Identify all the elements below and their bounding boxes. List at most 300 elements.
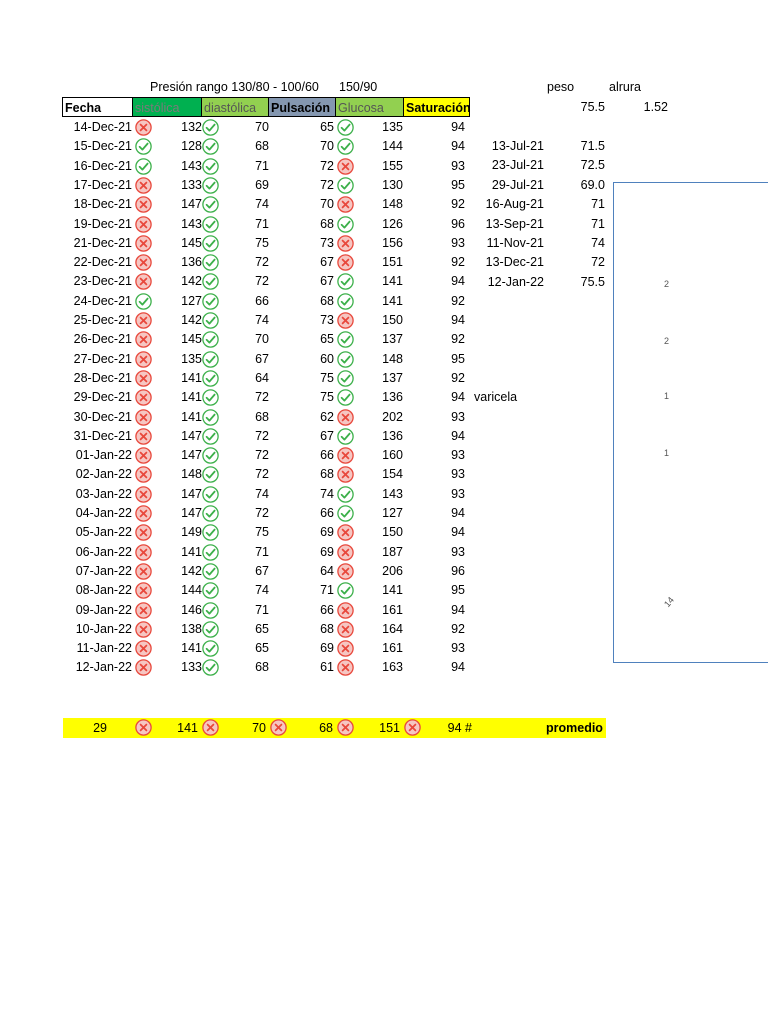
systolic-status-icon [135, 428, 152, 445]
cell-pulsacion: 65 [320, 332, 334, 347]
systolic-status-icon [135, 254, 152, 271]
glucose-status-icon [337, 428, 354, 445]
diastolic-status-icon [202, 254, 219, 271]
cell-fecha: 25-Dec-21 [73, 313, 132, 327]
cell-saturacion: 92 [451, 293, 465, 308]
cell-sistolica: 136 [181, 255, 202, 270]
cell-saturacion: 95 [451, 177, 465, 192]
table-row [0, 137, 768, 156]
glucose-status-icon [337, 621, 354, 638]
glucose-status-icon [337, 640, 354, 657]
cell-glucosa: 135 [382, 120, 403, 134]
cell-glucosa: 137 [382, 370, 403, 385]
summary-dia: 70 [252, 721, 266, 735]
peso-label: peso [547, 80, 575, 94]
cell-fecha: 16-Dec-21 [73, 158, 132, 173]
cell-saturacion: 93 [451, 409, 465, 424]
cell-glucosa: 141 [382, 293, 403, 308]
cell-sistolica: 147 [181, 448, 202, 463]
glucose-status-icon [337, 447, 354, 464]
cell-diastolica: 65 [255, 621, 269, 636]
cell-sistolica: 141 [181, 390, 202, 405]
cell-glucosa: 127 [382, 506, 403, 520]
cell-glucosa: 137 [382, 332, 403, 347]
cell-diastolica: 68 [255, 139, 269, 154]
cell-diastolica: 69 [255, 177, 269, 192]
cell-fecha: 24-Dec-21 [73, 293, 132, 308]
cell-pulsacion: 69 [320, 641, 334, 656]
cell-fecha: 03-Jan-22 [75, 486, 132, 501]
diastolic-status-icon [202, 331, 219, 348]
cell-sistolica: 141 [181, 370, 202, 385]
altura-value: 1.52 [643, 100, 668, 114]
weight-value: 69.0 [580, 177, 605, 192]
cell-fecha: 22-Dec-21 [73, 255, 132, 270]
cell-pulsacion: 75 [320, 370, 334, 385]
glucose-status-icon [337, 331, 354, 348]
cell-pulsacion: 66 [320, 448, 334, 463]
cell-glucosa: 130 [382, 177, 403, 192]
cell-pulsacion: 61 [320, 660, 334, 675]
cell-glucosa: 202 [382, 409, 403, 424]
glucose-status-icon [337, 119, 354, 136]
summary-sis: 141 [177, 721, 198, 735]
cell-glucosa: 150 [382, 525, 403, 540]
range-title: Presión rango 130/80 - 100/60 [150, 80, 319, 94]
cell-fecha: 23-Dec-21 [73, 274, 132, 289]
glucose-status-icon [337, 505, 354, 522]
glucose-status-icon [337, 216, 354, 233]
systolic-status-icon [135, 621, 152, 638]
cell-pulsacion: 72 [320, 177, 334, 192]
cell-sistolica: 133 [181, 177, 202, 192]
note-varicela: varicela [474, 390, 518, 404]
cell-fecha: 11-Jan-22 [76, 641, 132, 656]
cell-saturacion: 93 [451, 467, 465, 482]
glucose-status-icon [337, 563, 354, 580]
table-row [0, 157, 768, 176]
summary-icon-4 [337, 719, 354, 736]
cell-saturacion: 96 [451, 563, 465, 578]
cell-glucosa: 141 [382, 583, 403, 598]
cell-pulsacion: 70 [320, 197, 334, 212]
cell-diastolica: 68 [255, 660, 269, 675]
systolic-status-icon [135, 582, 152, 599]
cell-diastolica: 71 [255, 544, 269, 559]
cell-pulsacion: 69 [320, 544, 334, 559]
cell-sistolica: 145 [181, 235, 202, 250]
cell-sistolica: 144 [181, 583, 202, 598]
cell-glucosa: 141 [382, 274, 403, 289]
glucose-status-icon [337, 351, 354, 368]
cell-sistolica: 132 [181, 120, 202, 134]
diastolic-status-icon [202, 177, 219, 194]
cell-fecha: 31-Dec-21 [73, 428, 132, 443]
cell-glucosa: 136 [382, 428, 403, 443]
systolic-status-icon [135, 235, 152, 252]
cell-fecha: 18-Dec-21 [73, 197, 132, 212]
glucose-status-icon [337, 370, 354, 387]
cell-sistolica: 141 [181, 409, 202, 424]
cell-pulsacion: 72 [320, 158, 334, 173]
cell-saturacion: 94 [451, 390, 465, 405]
cell-pulsacion: 75 [320, 390, 334, 405]
cell-diastolica: 72 [255, 428, 269, 443]
systolic-status-icon [135, 640, 152, 657]
glucose-status-icon [337, 486, 354, 503]
diastolic-status-icon [202, 640, 219, 657]
range-limit: 150/90 [339, 80, 378, 94]
cell-diastolica: 75 [255, 525, 269, 540]
weight-value: 72.5 [580, 158, 605, 173]
chart-tick-label: 14 [661, 594, 677, 610]
diastolic-status-icon [202, 524, 219, 541]
cell-glucosa: 155 [382, 158, 403, 173]
cell-sistolica: 148 [181, 467, 202, 482]
cell-saturacion: 94 [451, 506, 465, 520]
systolic-status-icon [135, 351, 152, 368]
cell-sistolica: 147 [181, 428, 202, 443]
cell-sistolica: 128 [181, 139, 202, 154]
weight-chart-frame [613, 182, 768, 663]
cell-saturacion: 94 [451, 525, 465, 540]
cell-sistolica: 133 [181, 660, 202, 675]
cell-fecha: 01-Jan-22 [75, 448, 132, 463]
col-saturacion: Saturación [404, 97, 470, 117]
cell-fecha: 28-Dec-21 [73, 370, 132, 385]
weight-value: 71 [591, 197, 605, 212]
diastolic-status-icon [202, 293, 219, 310]
cell-glucosa: 206 [382, 563, 403, 578]
cell-fecha: 30-Dec-21 [73, 409, 132, 424]
systolic-status-icon [135, 158, 152, 175]
diastolic-status-icon [202, 119, 219, 136]
glucose-status-icon [337, 524, 354, 541]
cell-diastolica: 72 [255, 274, 269, 289]
cell-saturacion: 92 [451, 332, 465, 347]
cell-fecha: 05-Jan-22 [75, 525, 132, 540]
cell-diastolica: 75 [255, 235, 269, 250]
diastolic-status-icon [202, 486, 219, 503]
diastolic-status-icon [202, 389, 219, 406]
cell-sistolica: 146 [181, 602, 202, 617]
cell-saturacion: 96 [451, 216, 465, 231]
systolic-status-icon [135, 486, 152, 503]
cell-glucosa: 144 [382, 139, 403, 154]
cell-pulsacion: 66 [320, 602, 334, 617]
cell-fecha: 29-Dec-21 [73, 390, 132, 405]
cell-pulsacion: 74 [320, 486, 334, 501]
weight-value: 75.5 [580, 274, 605, 289]
cell-glucosa: 136 [382, 390, 403, 405]
cell-diastolica: 67 [255, 351, 269, 366]
cell-saturacion: 94 [451, 602, 465, 617]
cell-glucosa: 151 [382, 255, 403, 270]
cell-pulsacion: 69 [320, 525, 334, 540]
cell-diastolica: 66 [255, 293, 269, 308]
chart-tick-label: 2 [664, 336, 670, 346]
chart-tick-label: 1 [664, 391, 670, 401]
systolic-status-icon [135, 293, 152, 310]
cell-saturacion: 93 [451, 235, 465, 250]
cell-diastolica: 67 [255, 563, 269, 578]
glucose-status-icon [337, 177, 354, 194]
cell-sistolica: 142 [181, 274, 202, 289]
weight-date: 13-Jul-21 [491, 139, 544, 153]
cell-glucosa: 154 [382, 467, 403, 482]
cell-saturacion: 94 [451, 120, 465, 134]
cell-glucosa: 143 [382, 486, 403, 501]
cell-pulsacion: 68 [320, 216, 334, 231]
glucose-status-icon [337, 196, 354, 213]
cell-diastolica: 72 [255, 506, 269, 520]
cell-pulsacion: 62 [320, 409, 334, 424]
diastolic-status-icon [202, 138, 219, 155]
weight-date: 13-Dec-21 [485, 255, 544, 270]
cell-fecha: 17-Dec-21 [73, 177, 132, 192]
weight-date: 12-Jan-22 [487, 274, 544, 289]
table-row [0, 118, 768, 137]
cell-sistolica: 145 [181, 332, 202, 347]
diastolic-status-icon [202, 659, 219, 676]
summary-sat: 94 # [447, 721, 472, 735]
weight-value: 72 [591, 255, 605, 270]
cell-glucosa: 148 [382, 351, 403, 366]
cell-diastolica: 65 [255, 641, 269, 656]
summary-pul: 68 [319, 721, 333, 735]
cell-pulsacion: 70 [320, 139, 334, 154]
cell-saturacion: 92 [451, 197, 465, 212]
cell-pulsacion: 68 [320, 621, 334, 636]
diastolic-status-icon [202, 158, 219, 175]
cell-saturacion: 94 [451, 428, 465, 443]
cell-sistolica: 142 [181, 313, 202, 327]
glucose-status-icon [337, 273, 354, 290]
cell-sistolica: 147 [181, 197, 202, 212]
peso-value: 75.5 [580, 100, 605, 114]
diastolic-status-icon [202, 602, 219, 619]
cell-sistolica: 138 [181, 621, 202, 636]
diastolic-status-icon [202, 544, 219, 561]
cell-diastolica: 74 [255, 486, 269, 501]
cell-pulsacion: 68 [320, 293, 334, 308]
cell-sistolica: 143 [181, 158, 202, 173]
cell-saturacion: 95 [451, 583, 465, 598]
cell-fecha: 21-Dec-21 [73, 235, 132, 250]
glucose-status-icon [337, 254, 354, 271]
glucose-status-icon [337, 409, 354, 426]
summary-icon-2 [202, 719, 219, 736]
weight-date: 29-Jul-21 [491, 177, 544, 192]
glucose-status-icon [337, 544, 354, 561]
cell-fecha: 14-Dec-21 [73, 120, 132, 134]
glucose-status-icon [337, 138, 354, 155]
cell-saturacion: 94 [451, 313, 465, 327]
summary-icon-3 [270, 719, 287, 736]
weight-date: 16-Aug-21 [485, 197, 544, 212]
glucose-status-icon [337, 659, 354, 676]
diastolic-status-icon [202, 216, 219, 233]
cell-diastolica: 70 [255, 120, 269, 134]
cell-diastolica: 70 [255, 332, 269, 347]
cell-glucosa: 150 [382, 313, 403, 327]
cell-fecha: 19-Dec-21 [73, 216, 132, 231]
cell-glucosa: 161 [382, 602, 403, 617]
cell-pulsacion: 65 [320, 120, 334, 134]
summary-glu: 151 [379, 721, 400, 735]
cell-pulsacion: 67 [320, 274, 334, 289]
col-fecha: Fecha [62, 97, 133, 117]
cell-fecha: 27-Dec-21 [73, 351, 132, 366]
altura-label: alrura [609, 80, 641, 94]
cell-fecha: 09-Jan-22 [75, 602, 132, 617]
cell-fecha: 08-Jan-22 [75, 583, 132, 598]
diastolic-status-icon [202, 235, 219, 252]
chart-tick-label: 1 [664, 448, 670, 458]
glucose-status-icon [337, 466, 354, 483]
weight-date: 11-Nov-21 [486, 236, 544, 250]
cell-glucosa: 163 [382, 660, 403, 675]
systolic-status-icon [135, 216, 152, 233]
cell-sistolica: 149 [181, 525, 202, 540]
cell-diastolica: 74 [255, 197, 269, 212]
diastolic-status-icon [202, 351, 219, 368]
cell-glucosa: 148 [382, 197, 403, 212]
col-sistolica: sistólica [133, 97, 202, 117]
cell-sistolica: 135 [181, 351, 202, 366]
cell-fecha: 04-Jan-22 [75, 506, 132, 520]
cell-glucosa: 161 [382, 641, 403, 656]
systolic-status-icon [135, 544, 152, 561]
systolic-status-icon [135, 505, 152, 522]
systolic-status-icon [135, 466, 152, 483]
diastolic-status-icon [202, 273, 219, 290]
systolic-status-icon [135, 331, 152, 348]
cell-diastolica: 72 [255, 255, 269, 270]
cell-diastolica: 74 [255, 313, 269, 327]
cell-pulsacion: 73 [320, 235, 334, 250]
diastolic-status-icon [202, 505, 219, 522]
cell-diastolica: 64 [255, 370, 269, 385]
cell-glucosa: 156 [382, 235, 403, 250]
cell-sistolica: 142 [181, 563, 202, 578]
cell-sistolica: 147 [181, 486, 202, 501]
weight-date: 13-Sep-21 [485, 216, 544, 231]
cell-saturacion: 93 [451, 448, 465, 463]
summary-icon-1 [135, 719, 152, 736]
glucose-status-icon [337, 312, 354, 329]
diastolic-status-icon [202, 370, 219, 387]
cell-saturacion: 92 [451, 621, 465, 636]
cell-pulsacion: 64 [320, 563, 334, 578]
weight-value: 74 [591, 236, 605, 250]
cell-saturacion: 95 [451, 351, 465, 366]
cell-diastolica: 68 [255, 409, 269, 424]
cell-pulsacion: 67 [320, 428, 334, 443]
cell-fecha: 26-Dec-21 [73, 332, 132, 347]
cell-pulsacion: 67 [320, 255, 334, 270]
diastolic-status-icon [202, 582, 219, 599]
cell-pulsacion: 71 [320, 583, 334, 598]
diastolic-status-icon [202, 447, 219, 464]
systolic-status-icon [135, 177, 152, 194]
cell-diastolica: 71 [255, 216, 269, 231]
col-diastolica: diastólica [202, 97, 269, 117]
cell-saturacion: 93 [451, 158, 465, 173]
diastolic-status-icon [202, 466, 219, 483]
systolic-status-icon [135, 447, 152, 464]
weight-date: 23-Jul-21 [491, 158, 544, 173]
cell-saturacion: 93 [451, 641, 465, 656]
diastolic-status-icon [202, 409, 219, 426]
systolic-status-icon [135, 273, 152, 290]
diastolic-status-icon [202, 621, 219, 638]
diastolic-status-icon [202, 312, 219, 329]
glucose-status-icon [337, 582, 354, 599]
weight-value: 71.5 [580, 139, 605, 153]
cell-diastolica: 71 [255, 602, 269, 617]
cell-pulsacion: 68 [320, 467, 334, 482]
cell-glucosa: 164 [382, 621, 403, 636]
cell-sistolica: 143 [181, 216, 202, 231]
systolic-status-icon [135, 196, 152, 213]
diastolic-status-icon [202, 196, 219, 213]
systolic-status-icon [135, 138, 152, 155]
cell-saturacion: 93 [451, 544, 465, 559]
cell-diastolica: 72 [255, 390, 269, 405]
cell-pulsacion: 66 [320, 506, 334, 520]
cell-glucosa: 160 [382, 448, 403, 463]
diastolic-status-icon [202, 428, 219, 445]
glucose-status-icon [337, 602, 354, 619]
cell-pulsacion: 60 [320, 351, 334, 366]
summary-count: 29 [93, 721, 107, 735]
systolic-status-icon [135, 563, 152, 580]
cell-diastolica: 74 [255, 583, 269, 598]
glucose-status-icon [337, 235, 354, 252]
diastolic-status-icon [202, 563, 219, 580]
cell-fecha: 06-Jan-22 [75, 544, 132, 559]
cell-pulsacion: 73 [320, 313, 334, 327]
systolic-status-icon [135, 602, 152, 619]
cell-saturacion: 94 [451, 274, 465, 289]
systolic-status-icon [135, 659, 152, 676]
cell-fecha: 07-Jan-22 [75, 563, 132, 578]
cell-saturacion: 92 [451, 370, 465, 385]
cell-sistolica: 127 [181, 293, 202, 308]
weight-value: 71 [591, 216, 605, 231]
cell-diastolica: 72 [255, 467, 269, 482]
cell-diastolica: 72 [255, 448, 269, 463]
systolic-status-icon [135, 312, 152, 329]
glucose-status-icon [337, 293, 354, 310]
col-pulsacion: Pulsación [269, 97, 336, 117]
glucose-status-icon [337, 389, 354, 406]
glucose-status-icon [337, 158, 354, 175]
systolic-status-icon [135, 370, 152, 387]
cell-diastolica: 71 [255, 158, 269, 173]
systolic-status-icon [135, 409, 152, 426]
cell-fecha: 10-Jan-22 [75, 621, 132, 636]
cell-fecha: 02-Jan-22 [75, 467, 132, 482]
systolic-status-icon [135, 119, 152, 136]
systolic-status-icon [135, 389, 152, 406]
cell-glucosa: 187 [382, 544, 403, 559]
cell-fecha: 15-Dec-21 [73, 139, 132, 154]
summary-icon-5 [404, 719, 421, 736]
cell-glucosa: 126 [382, 216, 403, 231]
cell-saturacion: 92 [451, 255, 465, 270]
